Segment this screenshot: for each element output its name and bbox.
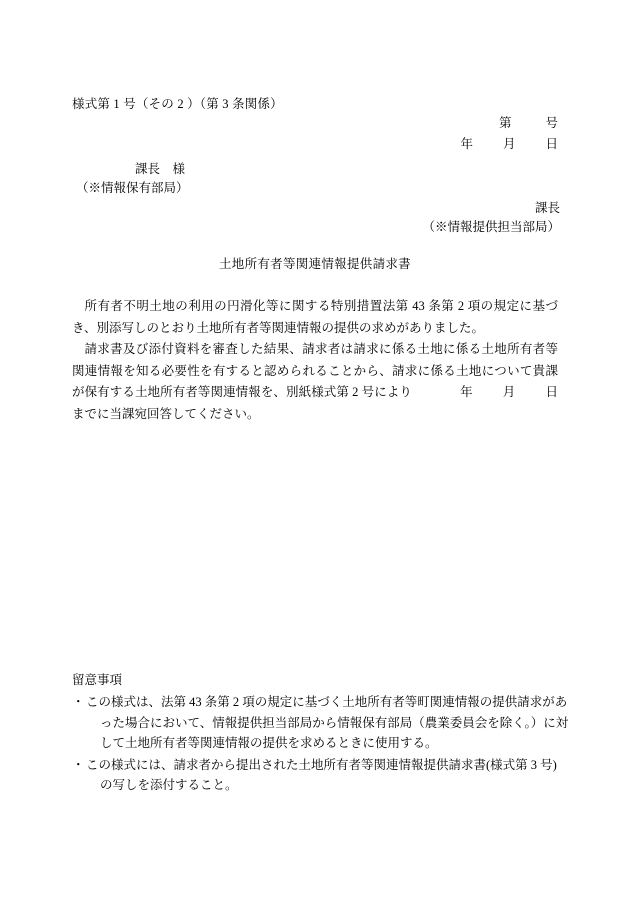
note-line: この様式には、請求者から提出された土地所有者等関連情報提供請求書(様式第 3 号)	[86, 758, 557, 772]
note-line: して土地所有者等関連情報の提供を求めるときに使用する。	[100, 735, 438, 750]
date-day-label: 日	[545, 137, 558, 151]
body-paragraph-2	[72, 339, 558, 425]
notes-section	[72, 670, 572, 796]
document-body	[72, 296, 558, 425]
notes-heading: 留意事項	[72, 673, 123, 687]
date-year-label: 年	[460, 137, 473, 151]
note-item	[72, 692, 572, 753]
note-body	[86, 755, 572, 796]
reply-date-year: 年	[460, 385, 473, 399]
addressee-line: 課長 様	[135, 162, 186, 176]
reply-deadline-text: 日までに当課宛回答してください。	[72, 385, 558, 421]
body-paragraph-2-text: 請求書及び添付資料を審査した結果、請求者は請求に係る土地に係る土地所有者等関連情報を知る必要性を有すると認められることから、請求に係る土地について貴課が保有する土地所有者等関連情報を、別紙様式第 2 号により	[72, 342, 558, 399]
document-number-prefix: 第	[498, 116, 512, 130]
note-bullet-icon: ・	[72, 758, 85, 772]
document-date-line	[0, 134, 558, 152]
note-line: この様式は、法第 43 条第 2 項の規定に基づく土地所有者等町関連情報の提供請求があ	[86, 695, 568, 710]
note-item	[72, 755, 572, 796]
page-title: 土地所有者等関連情報提供請求書	[218, 257, 411, 271]
note-line: った場合において、情報提供担当部局から情報保有部局（農業委員会を除く。）に対	[100, 715, 569, 730]
date-month-label: 月	[502, 137, 516, 151]
addressee-note: （※情報保有部局）	[76, 181, 189, 195]
sender-title: 課長	[534, 201, 560, 215]
note-line: の写しを添付すること。	[100, 778, 238, 793]
document-number-suffix: 号	[545, 116, 558, 130]
document-number-line	[0, 113, 558, 131]
sender-note: （※情報提供担当部局）	[422, 220, 560, 234]
note-body	[86, 692, 572, 753]
body-paragraph-1: 所有者不明土地の利用の円滑化等に関する特別措置法第 43 条第 2 項の規定に基づき、別添写しのとおり土地所有者等関連情報の提供の求めがありました。	[72, 299, 558, 335]
form-id-label: 様式第 1 号（その 2 ）（第 3 条関係）	[72, 97, 283, 111]
reply-date-month: 月	[502, 385, 516, 399]
note-bullet-icon: ・	[72, 695, 85, 710]
